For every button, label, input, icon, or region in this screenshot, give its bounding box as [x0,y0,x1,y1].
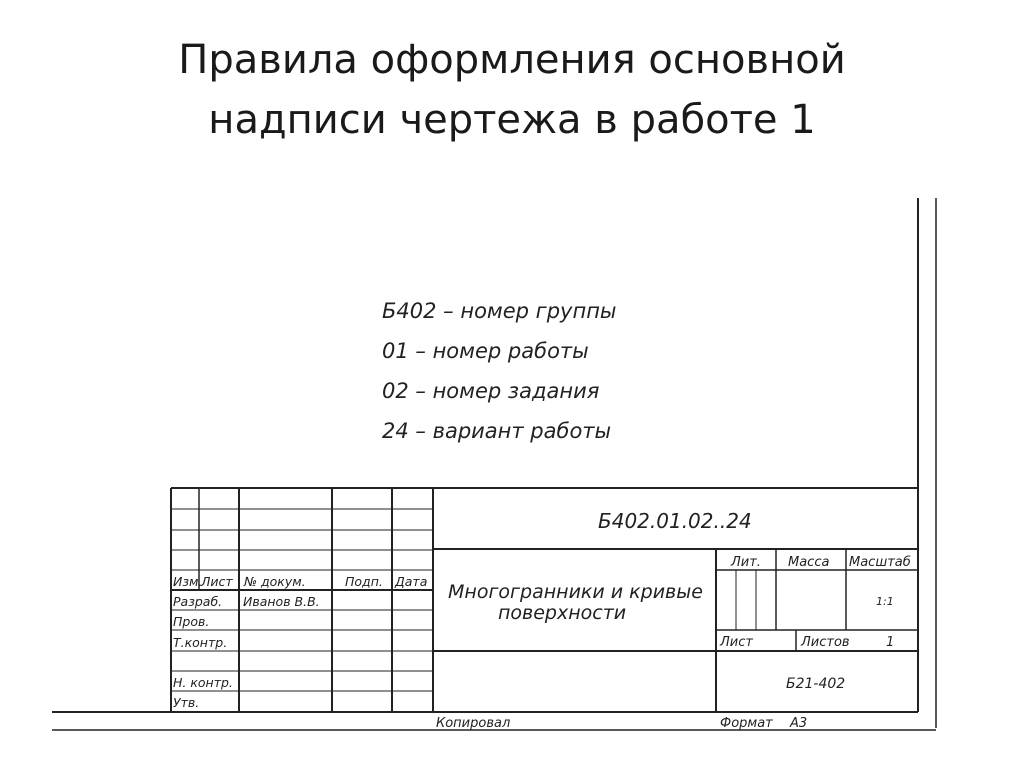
legend [382,299,617,443]
row-prov: Пров. [173,614,210,629]
lit-label: Лит. [731,555,761,570]
sheets-count: 1 [886,635,895,650]
designation: Б402.01.02..24 [598,509,752,533]
col-list: Лист [201,574,233,589]
legend-item: 02 – номер задания [382,379,600,403]
legend-item: 01 – номер работы [382,339,589,363]
slide-title-line-1: Правила оформления основной [178,37,846,83]
masshtab-label: Масштаб [849,555,911,570]
row-tkontr: Т.контр. [173,635,228,650]
scale-value: 1:1 [876,595,894,608]
col-date: Дата [395,574,428,589]
massa-label: Масса [788,555,830,570]
row-nkontr: Н. контр. [173,675,233,690]
row-utv: Утв. [173,695,200,710]
legend-item: Б402 – номер группы [382,299,617,323]
kopiroval-label: Копировал [436,716,511,731]
col-sign: Подп. [345,574,383,589]
format-value: А3 [790,716,808,731]
col-doc-no: № докум. [244,574,306,589]
legend-item: 24 – вариант работы [382,419,612,443]
razrab-name: Иванов В.В. [243,594,320,609]
col-izm: Изм. [173,574,203,589]
sheet-label: Лист [720,635,753,650]
slide-title-line-2: надписи чертежа в работе 1 [208,97,816,143]
sheets-label: Листов [801,635,850,650]
title-block-text [173,509,911,731]
format-label: Формат [720,716,773,731]
drawing-name-line-2: поверхности [498,602,627,624]
organization: Б21-402 [786,676,846,692]
row-razrab: Разраб. [173,594,223,609]
drawing-name-line-1: Многогранники и кривые [448,581,703,603]
